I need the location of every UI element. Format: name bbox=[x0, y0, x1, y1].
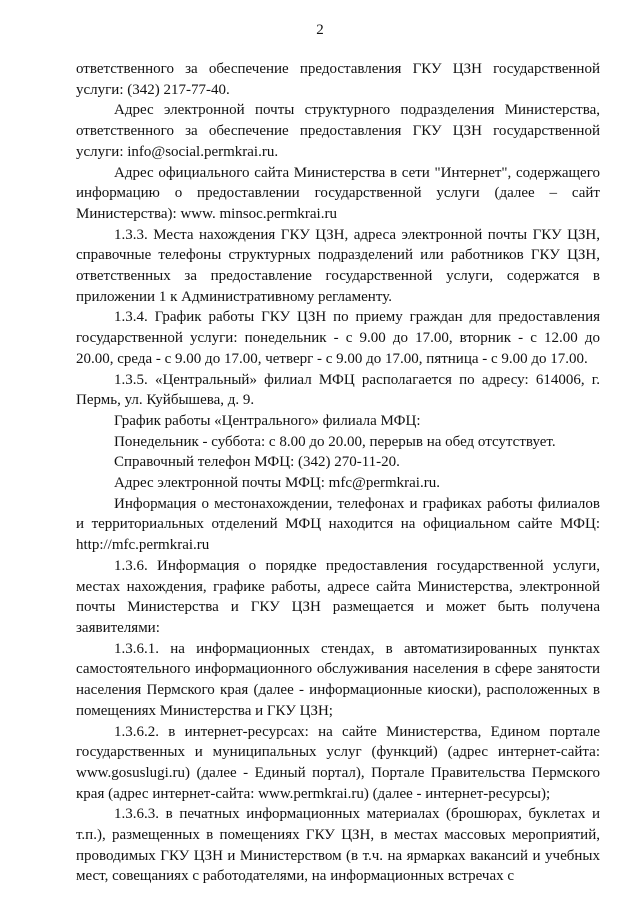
paragraph-1-3-5: 1.3.5. «Центральный» филиал МФЦ располагается по адресу: 614006, г. Пермь, ул. Куйбышева, д. 9. bbox=[76, 371, 600, 409]
document-body bbox=[76, 59, 600, 887]
paragraph-1-3-4: 1.3.4. График работы ГКУ ЦЗН по приему граждан для предоставления государственной услуги: понедельник - с 9.00 до 17.00, вторник - с 12.00 до 20.00, среда - с 9.00 до 17.00, четверг - с 9.00 до 17.00, пятница - с 9.00 до 17.00. bbox=[76, 309, 600, 367]
paragraph-mfc-email: Адрес электронной почты МФЦ: mfc@permkrai.ru. bbox=[114, 475, 440, 492]
paragraph-1-3-6-2: 1.3.6.2. в интернет-ресурсах: на сайте Министерства, Едином портале государственных и муниципальных услуг (функций) (адрес интернет-сайта: www.gosuslugi.ru) (далее - Единый портал), Портале Правительства Пермского края (адрес интернет-сайта: www.permkrai.ru) (далее - интернет-ресурсы); bbox=[76, 723, 600, 802]
page-number: 2 bbox=[316, 22, 324, 38]
paragraph-mfc-schedule: Понедельник - суббота: с 8.00 до 20.00, перерыв на обед отсутствует. bbox=[114, 433, 556, 450]
paragraph-1-3-6-1: 1.3.6.1. на информационных стендах, в автоматизированных пунктах самостоятельного информационного обслуживания населения в сфере занятости населения Пермского края (далее - информационные киоски), расположенных в помещениях Министерства и ГКУ ЦЗН; bbox=[76, 640, 600, 719]
paragraph-phone-continuation: ответственного за обеспечение предоставления ГКУ ЦЗН государственной услуги: (342) 217-77-40. bbox=[76, 61, 600, 98]
paragraph-1-3-6-3: 1.3.6.3. в печатных информационных материалах (брошюрах, буклетах и т.п.), размещенных в помещениях ГКУ ЦЗН, в местах массовых мероприятий, проводимых ГКУ ЦЗН и Министерством (в т.ч. на ярмарках вакансий и учебных мест, совещаниях с работодателями, на информационных встречах с bbox=[76, 806, 600, 885]
paragraph-mfc-schedule-title: График работы «Центрального» филиала МФЦ: bbox=[114, 412, 421, 429]
paragraph-1-3-6: 1.3.6. Информация о порядке предоставления государственной услуги, местах нахождения, графике работы, адресе сайта Министерства, электронной почты Министерства и ГКУ ЦЗН размещается и может быть получена заявителями: bbox=[76, 557, 600, 636]
paragraph-mfc-phone: Справочный телефон МФЦ: (342) 270-11-20. bbox=[114, 454, 400, 471]
paragraph-ministry-website: Адрес официального сайта Министерства в сети "Интернет", содержащего информацию о предоставлении государственной услуги (далее – сайт Министерства): www. minsoc.permkrai.ru bbox=[76, 164, 600, 222]
paragraph-mfc-branches: Информация о местонахождении, телефонах и графиках работы филиалов и территориальных отделений МФЦ находится на официальном сайте МФЦ: http://mfc.permkrai.ru bbox=[76, 495, 600, 554]
paragraph-1-3-3: 1.3.3. Места нахождения ГКУ ЦЗН, адреса электронной почты ГКУ ЦЗН, справочные телефоны структурных подразделений или работников ГКУ ЦЗН, ответственных за предоставление государственной услуги, содержатся в приложении 1 к Административному регламенту. bbox=[76, 226, 600, 305]
paragraph-ministry-email: Адрес электронной почты структурного подразделения Министерства, ответственного за обеспечение предоставления ГКУ ЦЗН государственной услуги: info@social.permkrai.ru. bbox=[76, 102, 600, 160]
